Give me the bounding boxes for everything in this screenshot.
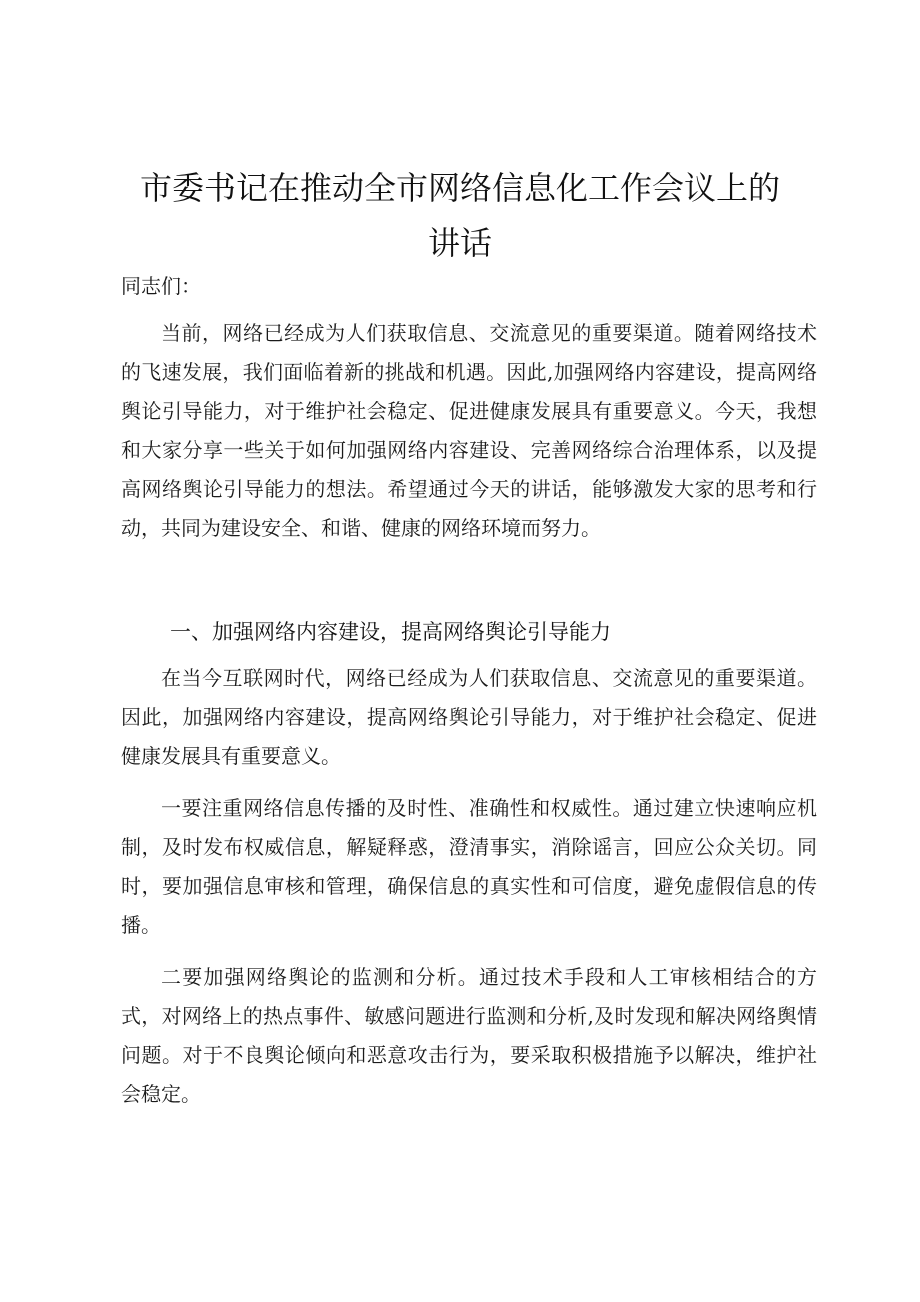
salutation: 同志们： — [121, 274, 201, 298]
section-heading: 一、加强网络内容建设，提高网络舆论引导能力 — [170, 620, 611, 644]
section-paragraph: 在当今互联网时代，网络已经成为人们获取信息、交流意见的重要渠道。因此，加强网络内容建设，提高网络舆论引导能力，对于维护社会稳定、促进健康发展具有重要意义。 — [121, 666, 817, 768]
intro-paragraph: 当前，网络已经成为人们获取信息、交流意见的重要渠道。随着网络技术的飞速发展，我们面临着新的挑战和机遇。因此,加强网络内容建设，提高网络舆论引导能力，对于维护社会稳定、促进健康发展具有重要意义。今天，我想和大家分享一些关于如何加强网络内容建设、完善网络综合治理体系，以及提高网络舆论引导能力的想法。希望通过今天的讲话，能够激发大家的思考和行动，共同为建设安全、和谐、健康的网络环境而努力。 — [121, 321, 817, 540]
section-paragraph: 一要注重网络信息传播的及时性、准确性和权威性。通过建立快速响应机制，及时发布权威信息，解疑释惑，澄清事实，消除谣言，回应公众关切。同时，要加强信息审核和管理，确保信息的真实性和可信度，避免虚假信息的传播。 — [121, 796, 817, 937]
document-title: 市委书记在推动全市网络信息化工作会议上的 — [139, 169, 780, 207]
document-title-continued: 讲话 — [427, 224, 492, 262]
section-paragraph: 二要加强网络舆论的监测和分析。通过技术手段和人工审核相结合的方式，对网络上的热点事件、敏感问题进行监测和分析,及时发现和解决网络舆情问题。对于不良舆论倾向和恶意攻击行为，要采取积极措施予以解决，维护社会稳定。 — [121, 965, 817, 1106]
